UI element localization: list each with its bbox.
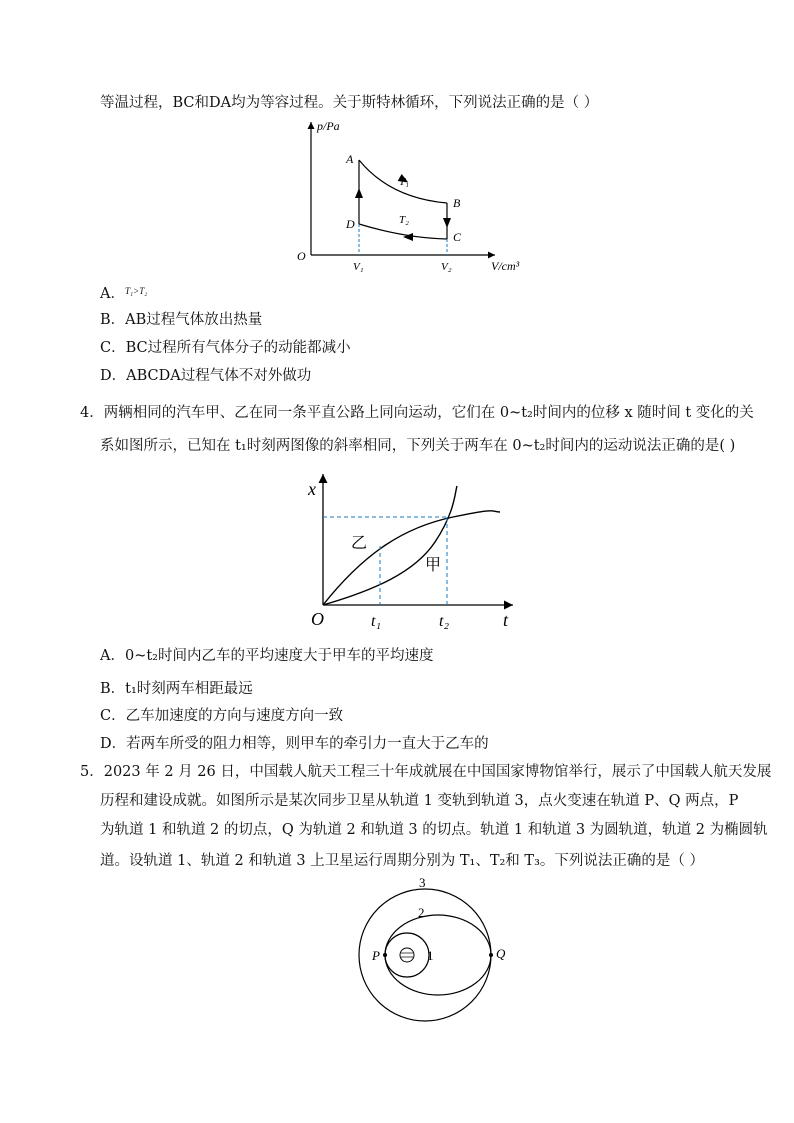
q3-option-a: A．$^{T_1>T_2}$ (100, 286, 148, 302)
q3-y-axis-label: p/Pa (317, 119, 340, 133)
q5-stem-line4: 道。设轨道 1、轨道 2 和轨道 3 上卫星运行周期分别为 T₁、T₂和 T₃。下列说法正确的是（ ） (100, 853, 704, 869)
q4-stem-line1: 4．两辆相同的汽车甲、乙在同一条平直公路上同向运动，它们在 0~t₂时间内的位移 x 随时间 t 变化的关 (80, 405, 754, 421)
label-T1: T₁ (399, 176, 409, 188)
q4-y-label: x (308, 479, 316, 499)
q4-option-c: C．乙车加速度的方向与速度方向一致 (100, 708, 344, 724)
q4-x-label: t (503, 610, 509, 630)
q4-xt-graph (305, 462, 525, 632)
point-q: Q (496, 946, 506, 961)
orbit-3-label: 3 (419, 875, 426, 890)
q4-option-a: A．0~t₂时间内乙车的平均速度大于甲车的平均速度 (100, 648, 434, 664)
curve-yi (323, 511, 500, 605)
label-t1: t₁ (371, 613, 382, 630)
q3-stem-tail: 等温过程，BC和DA均为等容过程。关于斯特林循环，下列说法正确的是（ ） (100, 95, 599, 111)
q4-option-b: B．t₁时刻两车相距最远 (100, 681, 253, 697)
q5-orbit-diagram (335, 875, 535, 1035)
label-yi: 乙 (351, 535, 368, 552)
label-T2: T₂ (399, 214, 409, 226)
point-C: C (453, 230, 462, 244)
q3-option-b: B．AB过程气体放出热量 (100, 312, 263, 328)
curve-jia (323, 486, 457, 605)
point-A: A (346, 152, 354, 166)
point-B: B (453, 196, 461, 210)
q3-x-axis-label: V/cm³ (491, 259, 520, 273)
q4-option-d: D．若两车所受的阻力相等，则甲车的牵引力一直大于乙车的 (100, 736, 489, 752)
label-jia: 甲 (425, 557, 442, 574)
q5-stem-line1: 5．2023 年 2 月 26 日，中国载人航天工程三十年成就展在中国国家博物馆举行，展示了中国载人航天发展 (80, 764, 772, 780)
label-V1: V₁ (353, 261, 364, 273)
label-t2: t₂ (439, 613, 450, 630)
q3-option-d: D．ABCDA过程气体不对外做功 (100, 368, 312, 384)
isotherm-T2 (359, 224, 447, 239)
q3-origin: O (297, 249, 306, 263)
point-p: P (372, 948, 380, 963)
q5-stem-line3: 为轨道 1 和轨道 2 的切点，Q 为轨道 2 和轨道 3 的切点。轨道 1 和轨道 3 为圆轨道，轨道 2 为椭圆轨 (100, 822, 768, 838)
label-V2: V₂ (441, 261, 452, 273)
point-D: D (346, 217, 355, 231)
q3-option-c: C．BC过程所有气体分子的动能都减小 (100, 340, 351, 356)
q4-stem-line2: 系如图所示，已知在 t₁时刻两图像的斜率相同，下列关于两车在 0~t₂时间内的运动说法正确的是( ) (100, 438, 736, 454)
q3-pv-diagram (295, 118, 535, 273)
q5-stem-line2: 历程和建设成就。如图所示是某次同步卫星从轨道 1 变轨到轨道 3，点火变速在轨道 P、Q 两点，P (100, 793, 739, 809)
orbit-2-label: 2 (418, 905, 425, 920)
q4-origin: O (311, 609, 324, 629)
orbit-1-label: 1 (427, 948, 434, 963)
earth (400, 948, 414, 962)
